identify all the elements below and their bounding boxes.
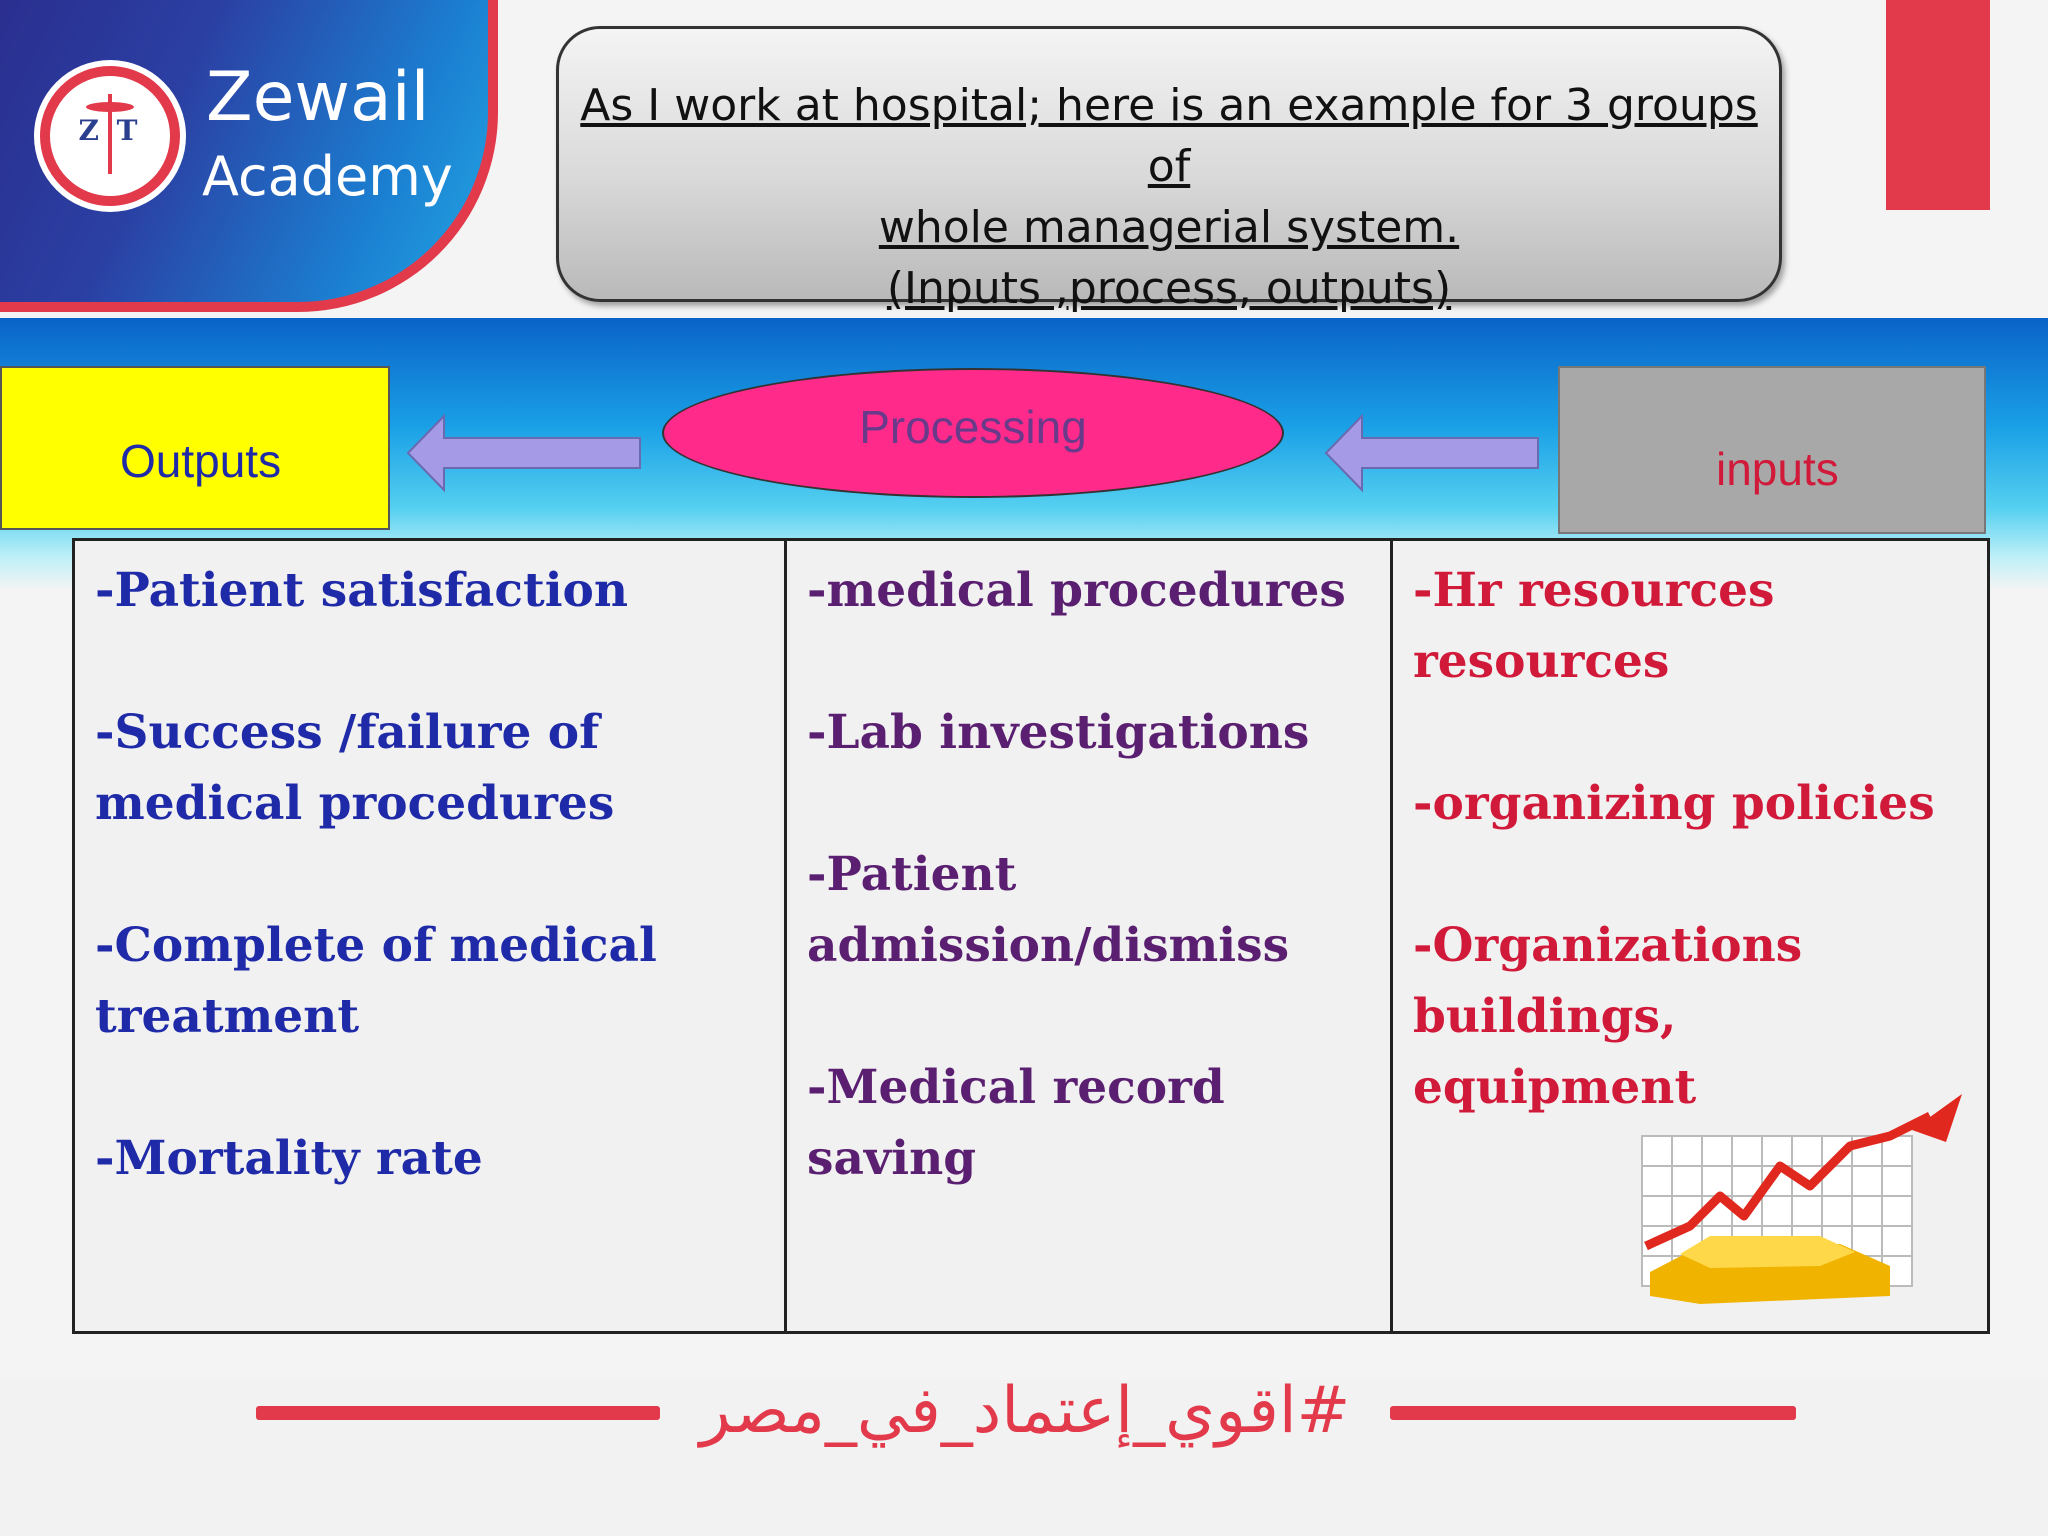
- inputs-box: [1558, 366, 1986, 534]
- inputs-item: -Organizations buildings, equipment: [1413, 918, 1803, 1115]
- inputs-label: inputs: [1716, 443, 1839, 495]
- zewail-academy-logo-icon: [40, 66, 180, 206]
- footer-hashtag: #اقوي_إعتماد_في_مصر: [699, 1374, 1351, 1448]
- logo-name: Zewail: [206, 58, 430, 137]
- decorative-red-bar: [1886, 0, 1990, 210]
- inputs-item: -Hr resources resources: [1413, 563, 1775, 689]
- outputs-box: [0, 366, 390, 530]
- logo-subtitle: Academy: [202, 145, 453, 208]
- title-line-1: As I work at hospital; here is an example for 3 groups of: [580, 80, 1758, 192]
- footer-right-line: [1390, 1406, 1796, 1420]
- outputs-item: -Success /failure of medical procedures: [95, 705, 615, 831]
- title-line-2: whole managerial system.: [878, 202, 1460, 253]
- growth-chart-icon: [1640, 1086, 1990, 1312]
- logo-initials: Z T: [78, 114, 142, 147]
- outputs-item: -Patient satisfaction: [95, 563, 629, 618]
- footer-left-line: [256, 1406, 660, 1420]
- processing-item: -Medical record saving: [807, 1060, 1225, 1186]
- outputs-item: -Mortality rate: [95, 1131, 483, 1186]
- outputs-item: -Complete of medical treatment: [95, 918, 657, 1044]
- slide-title-box: [556, 26, 1782, 314]
- title-line-3: (Inputs ,process, outputs): [886, 263, 1452, 314]
- left-arrow-icon: [404, 412, 644, 494]
- left-arrow-icon: [1322, 412, 1542, 494]
- processing-item: -Patient admission/dismiss: [807, 847, 1290, 973]
- inputs-item: -organizing policies: [1413, 776, 1935, 831]
- processing-item: -medical procedures: [807, 563, 1346, 618]
- processing-ellipse: [662, 368, 1284, 498]
- processing-column: [787, 541, 1393, 1331]
- processing-item: -Lab investigations: [807, 705, 1310, 760]
- outputs-label: Outputs: [120, 435, 282, 487]
- processing-label: Processing: [859, 401, 1087, 453]
- outputs-column: [75, 541, 787, 1331]
- header-logo: [0, 0, 498, 312]
